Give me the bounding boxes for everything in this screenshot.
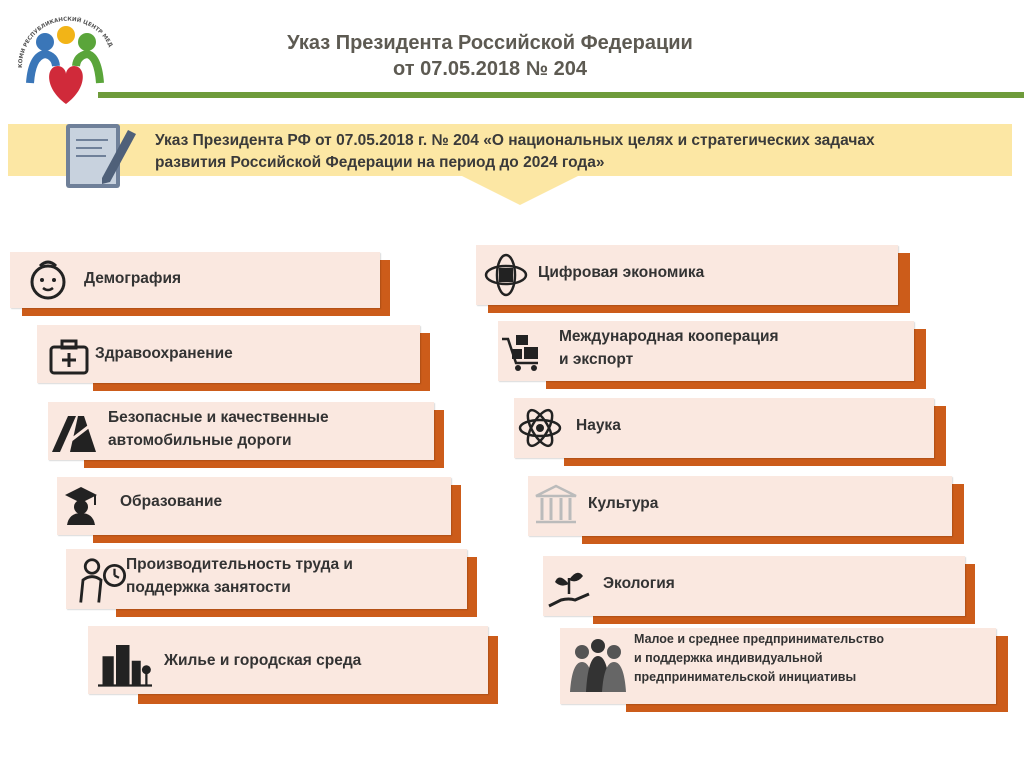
logo-ring-text: КОМИ РЕСПУБЛИКАНСКИЙ ЦЕНТР МЕД (17, 16, 114, 69)
card-science[interactable] (514, 398, 946, 466)
card-education[interactable] (57, 477, 461, 543)
card-label: Образование (120, 493, 223, 510)
business-people-icon (562, 632, 632, 702)
card-label: Цифровая экономика (538, 264, 705, 281)
card-roads[interactable] (48, 402, 444, 468)
page-title (250, 30, 730, 82)
atom-icon (516, 404, 564, 452)
card-label: Безопасные и качественные автомобильные дороги (108, 409, 329, 449)
title-line-1: Указ Президента Российской Федерации (287, 32, 693, 54)
card-label: Демография (84, 270, 182, 287)
card-ecology[interactable] (543, 556, 975, 624)
decree-arrow (460, 175, 580, 205)
card-digital-economy[interactable] (476, 245, 910, 313)
theatre-building-icon (532, 482, 580, 530)
card-international-cooperation[interactable] (498, 321, 926, 389)
card-label: Малое и среднее предпринимательство и поддержка индивидуальной предпринимательской инициативы (634, 632, 885, 684)
card-face (57, 477, 451, 535)
card-label: Наука (576, 417, 621, 434)
baby-icon (24, 256, 72, 304)
card-label: Культура (588, 495, 659, 512)
card-healthcare[interactable] (37, 325, 430, 391)
decree-text: Указ Президента РФ от 07.05.2018 г. № 204 «О национальных целях и стратегических задачах развития Российской Федерации на период до 2024 года» (155, 132, 875, 171)
card-demography[interactable] (10, 252, 390, 316)
document-pen-icon (62, 118, 138, 194)
card-small-business[interactable] (560, 628, 1008, 712)
digital-chip-icon (482, 251, 530, 299)
card-housing[interactable] (88, 626, 498, 704)
card-label: Производительность труда и поддержка занятости (126, 556, 353, 596)
road-icon (50, 408, 98, 456)
cargo-cart-icon (498, 327, 546, 375)
city-icon (98, 636, 152, 690)
title-line-2: от 07.05.2018 № 204 (393, 58, 587, 80)
card-culture[interactable] (528, 476, 964, 544)
card-label: Международная кооперация и экспорт (559, 328, 779, 368)
medical-kit-icon (45, 333, 93, 381)
plant-hand-icon (545, 564, 593, 612)
graduate-icon (57, 481, 105, 529)
card-label: Экология (603, 575, 675, 592)
header-divider (98, 92, 1024, 98)
card-label: Жилье и городская среда (164, 652, 362, 669)
card-label: Здравоохранение (95, 345, 233, 362)
worker-clock-icon (74, 553, 128, 607)
card-labor-productivity[interactable] (66, 549, 477, 617)
